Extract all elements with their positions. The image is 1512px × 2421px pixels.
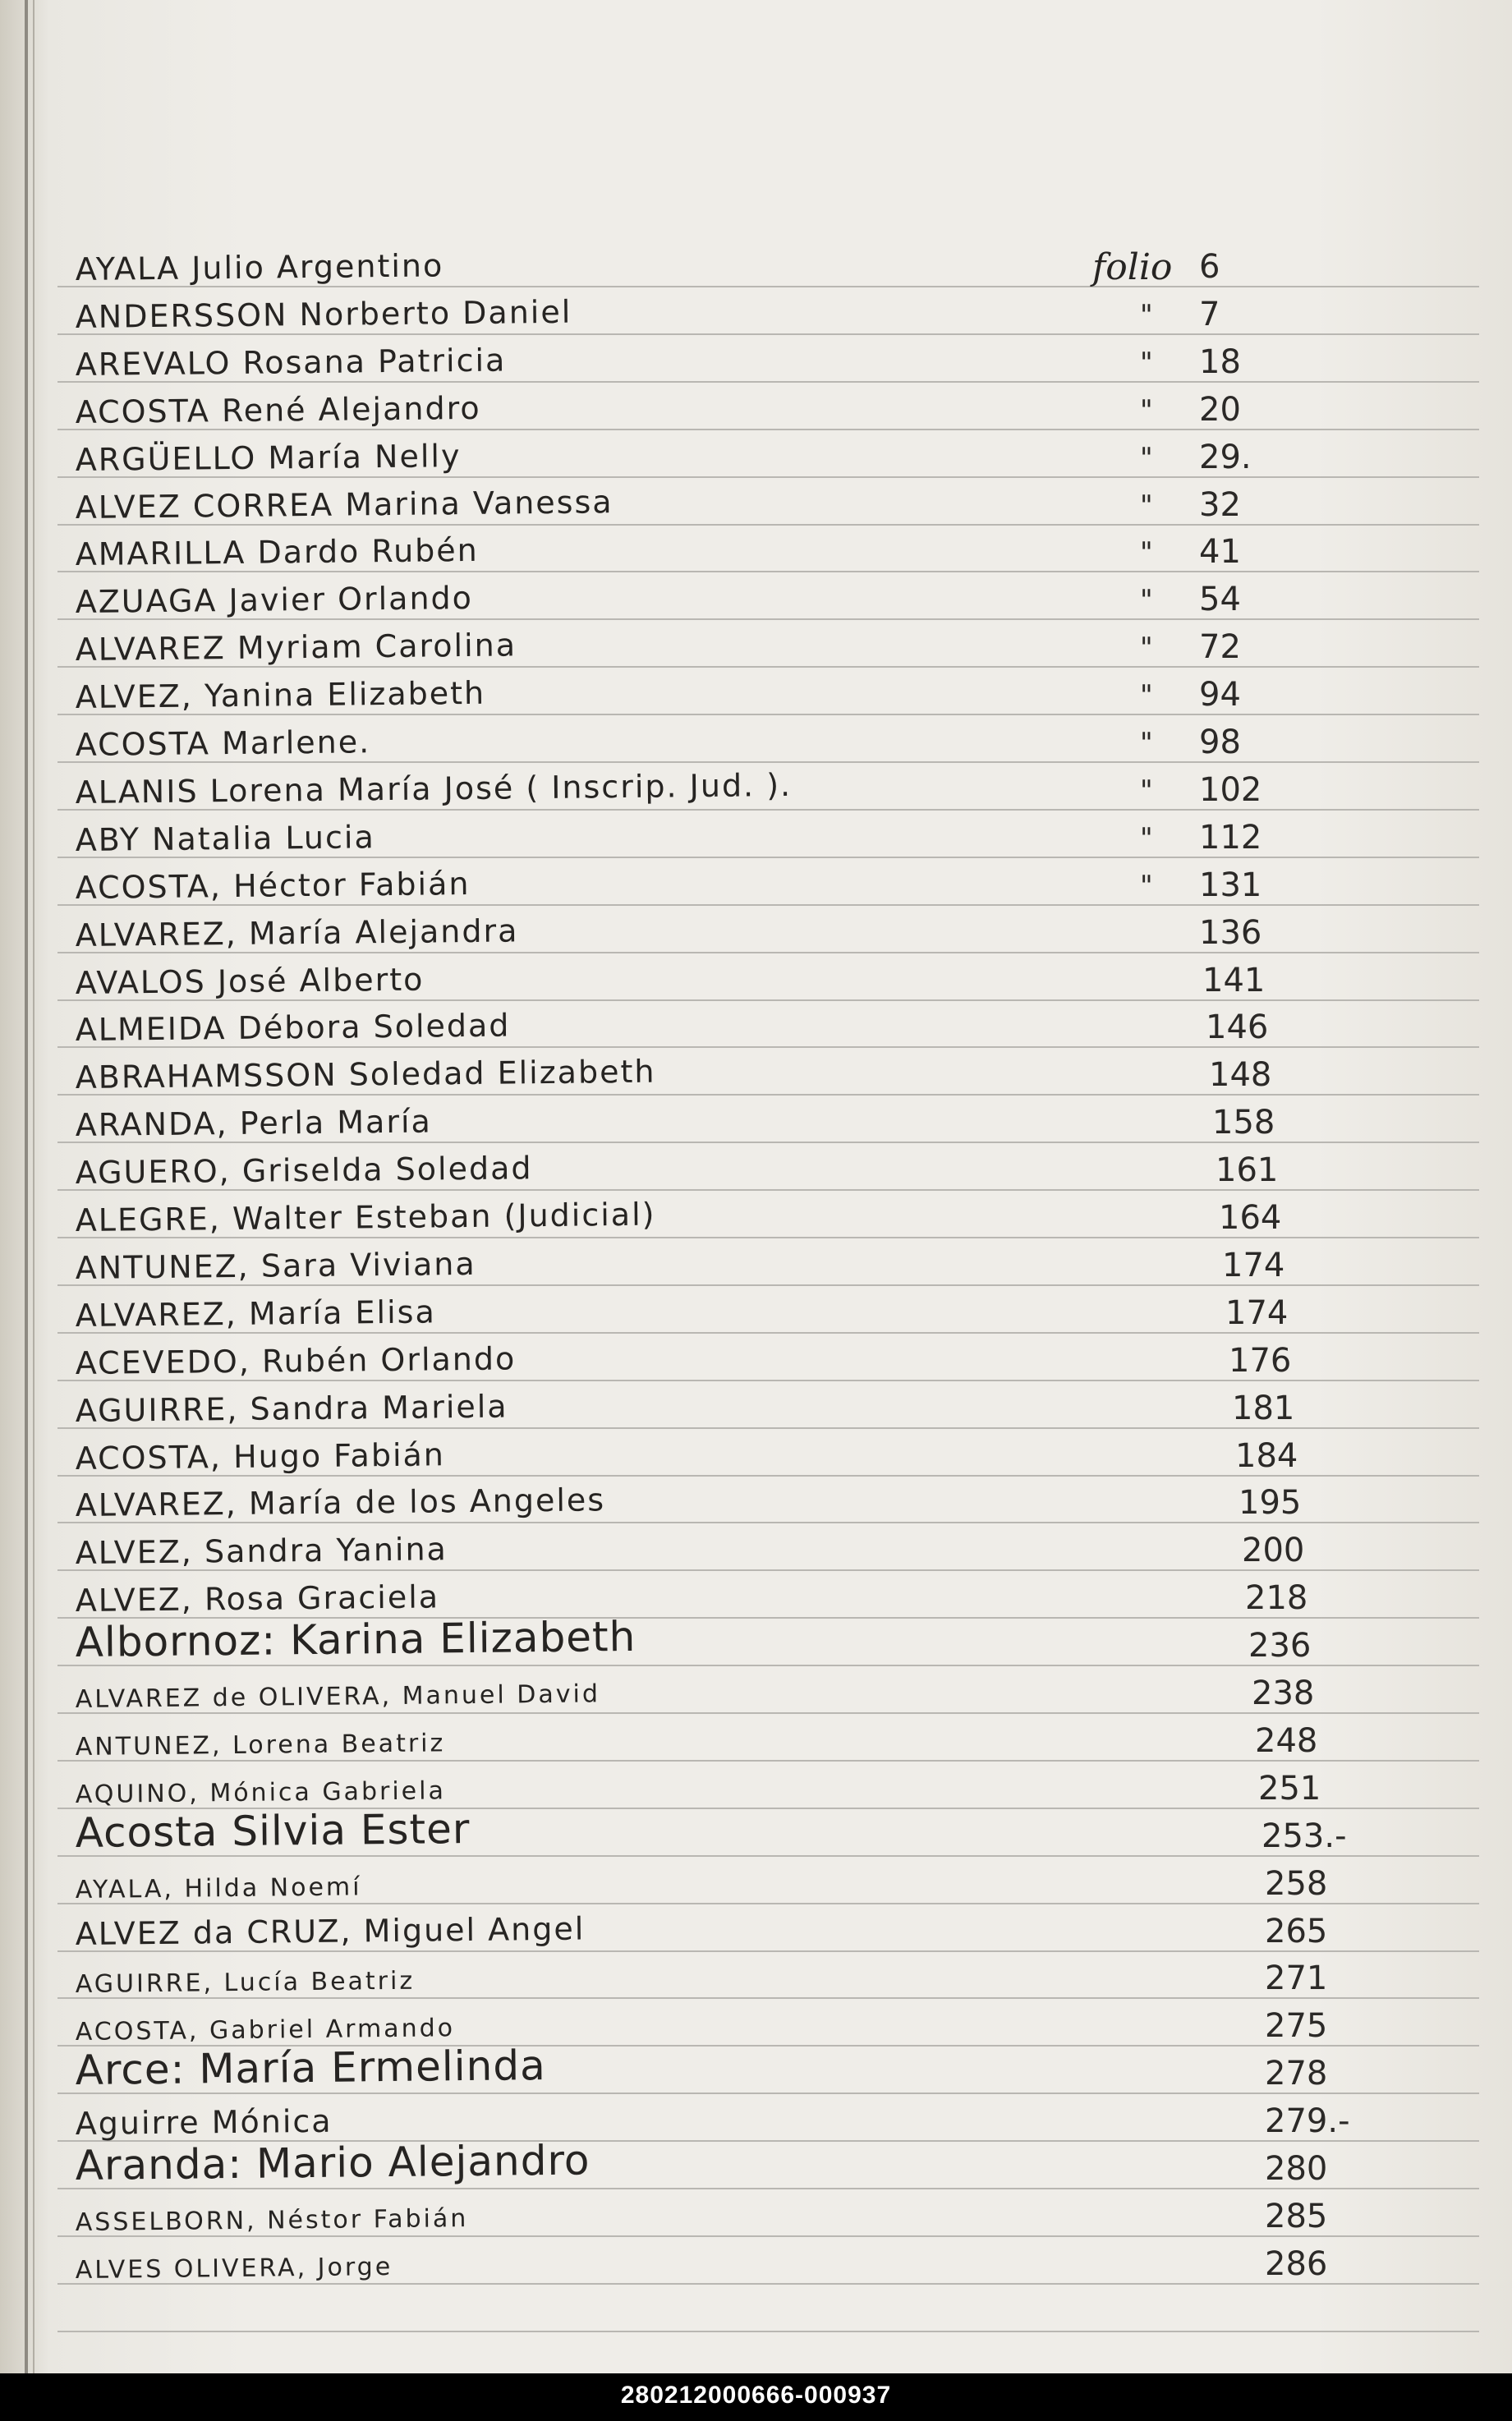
ditto-mark: ": [1140, 394, 1153, 427]
entry-folio-number: 98: [1199, 724, 1241, 761]
entry-name: AGUIRRE, Sandra Mariela: [75, 1388, 508, 1429]
entry-name: ALVAREZ, María de los Angeles: [75, 1482, 606, 1523]
entry-name: ALEGRE, Walter Esteban (Judicial): [75, 1196, 656, 1238]
entry-folio-number: 238: [1252, 1674, 1315, 1712]
entry-name: ALVEZ, Rosa Graciela: [75, 1578, 440, 1619]
ditto-mark: ": [1140, 822, 1153, 855]
ditto-mark: ": [1140, 347, 1153, 379]
entry-name: ABY Natalia Lucia: [75, 819, 375, 858]
entry-name: ALVEZ, Sandra Yanina: [75, 1531, 448, 1571]
entry-folio-number: 102: [1199, 771, 1262, 809]
index-entry-row: [0, 627, 1512, 673]
index-entry-row: [0, 1612, 1512, 1671]
entry-folio-number: 248: [1255, 1722, 1318, 1760]
entry-folio-number: 174: [1225, 1294, 1289, 1332]
document-code: 280212000666-000937: [620, 2382, 892, 2409]
index-entry-row: [0, 1150, 1512, 1196]
index-entry-row: [0, 1340, 1512, 1386]
entry-name: ALVEZ, Yanina Elizabeth: [75, 674, 486, 715]
entry-name: ALANIS Lorena María José ( Inscrip. Jud. ).: [75, 766, 793, 811]
entry-folio-number: 218: [1245, 1579, 1308, 1617]
entry-folio-number: 94: [1199, 676, 1241, 714]
entry-folio-number: 195: [1239, 1484, 1302, 1522]
entry-name: ANDERSSON Norberto Daniel: [75, 293, 572, 335]
index-entry-row: [0, 531, 1512, 577]
index-entry-row: [0, 1436, 1512, 1482]
ditto-mark: ": [1140, 632, 1153, 664]
index-entry-row: [0, 1863, 1512, 1909]
ditto-mark: ": [1140, 774, 1153, 807]
ditto-mark: ": [1140, 489, 1153, 522]
entry-name: ALVEZ CORREA Marina Vanessa: [75, 484, 614, 526]
entry-folio-number: 161: [1216, 1151, 1279, 1189]
entry-name: Acosta Silvia Ester: [75, 1804, 471, 1857]
entry-folio-number: 236: [1248, 1627, 1312, 1665]
entry-folio-number: 200: [1242, 1532, 1305, 1569]
entry-name: AZUAGA Javier Orlando: [75, 579, 474, 620]
entry-folio-number: 275: [1265, 2007, 1328, 2045]
ditto-mark: ": [1140, 870, 1153, 903]
index-entry-row: [0, 817, 1512, 863]
entry-name: ACOSTA Marlene.: [75, 724, 371, 763]
entry-folio-number: 32: [1199, 486, 1241, 524]
entry-name: ARGÜELLO María Nelly: [75, 438, 462, 478]
index-entry-row: [0, 437, 1512, 483]
index-entry-row: [0, 960, 1512, 1006]
index-entry-row: [0, 246, 1512, 292]
index-entry-row: [0, 1958, 1512, 2004]
entry-name: ACOSTA, Héctor Fabián: [75, 865, 471, 906]
entry-name: Albornoz: Karina Elizabeth: [75, 1612, 637, 1666]
entry-folio-number: 285: [1265, 2198, 1328, 2235]
entry-folio-number: 148: [1209, 1056, 1272, 1094]
entry-name: ALVEZ da CRUZ, Miguel Angel: [75, 1910, 586, 1952]
entry-name: ARANDA, Perla María: [75, 1103, 433, 1143]
entry-folio-number: 174: [1222, 1247, 1285, 1284]
entry-folio-number: 29.: [1199, 439, 1252, 476]
entry-name: AGUERO, Griselda Soledad: [75, 1150, 533, 1191]
ditto-mark: ": [1140, 299, 1153, 332]
ditto-mark: ": [1140, 584, 1153, 617]
index-entry-row: [0, 1388, 1512, 1434]
entry-name: AQUINO, Mónica Gabriela: [75, 1776, 447, 1809]
index-entry-row: [0, 865, 1512, 911]
index-entry-row: [0, 2244, 1512, 2290]
index-entry-row: [0, 1197, 1512, 1243]
entry-name: ACOSTA René Alejandro: [75, 389, 481, 430]
entry-folio-number: 112: [1199, 819, 1262, 857]
entry-folio-number: 136: [1199, 914, 1262, 952]
entry-name: AVALOS José Alberto: [75, 961, 425, 1001]
entry-name: ACOSTA, Hugo Fabián: [75, 1436, 446, 1477]
index-entry-row: [0, 342, 1512, 388]
entry-folio-number: 176: [1229, 1342, 1292, 1380]
index-entry-row: [0, 1102, 1512, 1148]
entry-folio-number: 184: [1235, 1437, 1298, 1475]
ditto-mark: ": [1140, 536, 1153, 569]
entry-name: ACOSTA, Gabriel Armando: [75, 2014, 456, 2047]
entry-folio-number: 280: [1265, 2150, 1328, 2188]
entry-folio-number: 286: [1265, 2245, 1328, 2283]
entry-folio-number: 41: [1199, 533, 1241, 571]
entry-name: AGUIRRE, Lucía Beatriz: [75, 1966, 416, 1999]
entry-folio-number: 258: [1265, 1865, 1328, 1903]
index-entry-row: [0, 1054, 1512, 1100]
index-entry-row: [0, 1530, 1512, 1576]
entry-name: ANTUNEZ, Lorena Beatriz: [75, 1729, 446, 1762]
index-entry-row: [0, 1673, 1512, 1719]
entry-folio-number: 251: [1258, 1770, 1321, 1808]
entry-name: ALVAREZ de OLIVERA, Manuel David: [75, 1679, 601, 1714]
entry-folio-number: 141: [1202, 962, 1266, 999]
index-entry-row: [0, 389, 1512, 435]
index-entry-row: [0, 1804, 1512, 1862]
index-entry-row: [0, 294, 1512, 340]
index-entry-row: [0, 1482, 1512, 1528]
entry-name: Arce: María Ermelinda: [75, 2042, 546, 2094]
ditto-mark: ": [1140, 442, 1153, 475]
entry-folio-number: 131: [1199, 866, 1262, 904]
entry-folio-number: 164: [1219, 1199, 1282, 1237]
entry-name: AREVALO Rosana Patricia: [75, 342, 507, 383]
ditto-mark: ": [1140, 727, 1153, 760]
index-entry-row: [0, 1245, 1512, 1291]
ditto-mark: ": [1140, 679, 1153, 712]
entry-name: AYALA, Hilda Noemí: [75, 1872, 362, 1904]
index-entry-row: [0, 485, 1512, 531]
index-entry-row: [0, 1911, 1512, 1957]
entry-name: ANTUNEZ, Sara Viviana: [75, 1245, 476, 1286]
entry-name: ALVES OLIVERA, Jorge: [75, 2252, 393, 2285]
entry-folio-number: 279.-: [1265, 2102, 1350, 2140]
index-entry-row: [0, 1720, 1512, 1766]
index-entry-row: [0, 674, 1512, 720]
entry-folio-number: 278: [1265, 2055, 1328, 2093]
entry-name: ALVAREZ Myriam Carolina: [75, 627, 517, 668]
entry-name: ALVAREZ, María Elisa: [75, 1293, 436, 1334]
index-entry-row: [0, 766, 1512, 815]
entry-folio-number: 18: [1199, 343, 1241, 381]
index-entry-row: [0, 1293, 1512, 1339]
entry-name: ABRAHAMSSON Soledad Elizabeth: [75, 1053, 656, 1096]
entry-name: Aguirre Mónica: [75, 2102, 333, 2142]
footer-bar: [0, 2373, 1512, 2421]
index-entry-row: [0, 912, 1512, 958]
entry-name: ASSELBORN, Néstor Fabián: [75, 2203, 469, 2237]
index-entry-row: [0, 2196, 1512, 2242]
entry-name: AMARILLA Dardo Rubén: [75, 531, 479, 572]
entry-folio-number: 271: [1265, 1959, 1328, 1997]
entry-folio-number: 72: [1199, 628, 1241, 666]
entry-name: AYALA Julio Argentino: [75, 247, 444, 287]
index-entry-row: [0, 2042, 1512, 2099]
entry-folio-number: 20: [1199, 391, 1241, 429]
folio-header-label: folio: [1092, 246, 1173, 288]
entry-name: ACEVEDO, Rubén Orlando: [75, 1340, 517, 1381]
entry-folio-number: 253.-: [1262, 1817, 1347, 1855]
entry-folio-number: 158: [1212, 1104, 1275, 1142]
entry-folio-number: 6: [1199, 248, 1220, 286]
entry-folio-number: 7: [1199, 296, 1220, 333]
entry-name: ALVAREZ, María Alejandra: [75, 912, 519, 953]
entry-folio-number: 54: [1199, 581, 1241, 618]
entry-folio-number: 181: [1232, 1390, 1295, 1427]
index-entry-row: [0, 722, 1512, 768]
index-entry-row: [0, 579, 1512, 625]
index-entry-row: [0, 1007, 1512, 1053]
index-entry-row: [0, 2136, 1512, 2194]
entry-name: ALMEIDA Débora Soledad: [75, 1007, 511, 1048]
entry-folio-number: 265: [1265, 1913, 1328, 1950]
entry-folio-number: 146: [1206, 1008, 1269, 1046]
entry-name: Aranda: Mario Alejandro: [75, 2136, 591, 2189]
